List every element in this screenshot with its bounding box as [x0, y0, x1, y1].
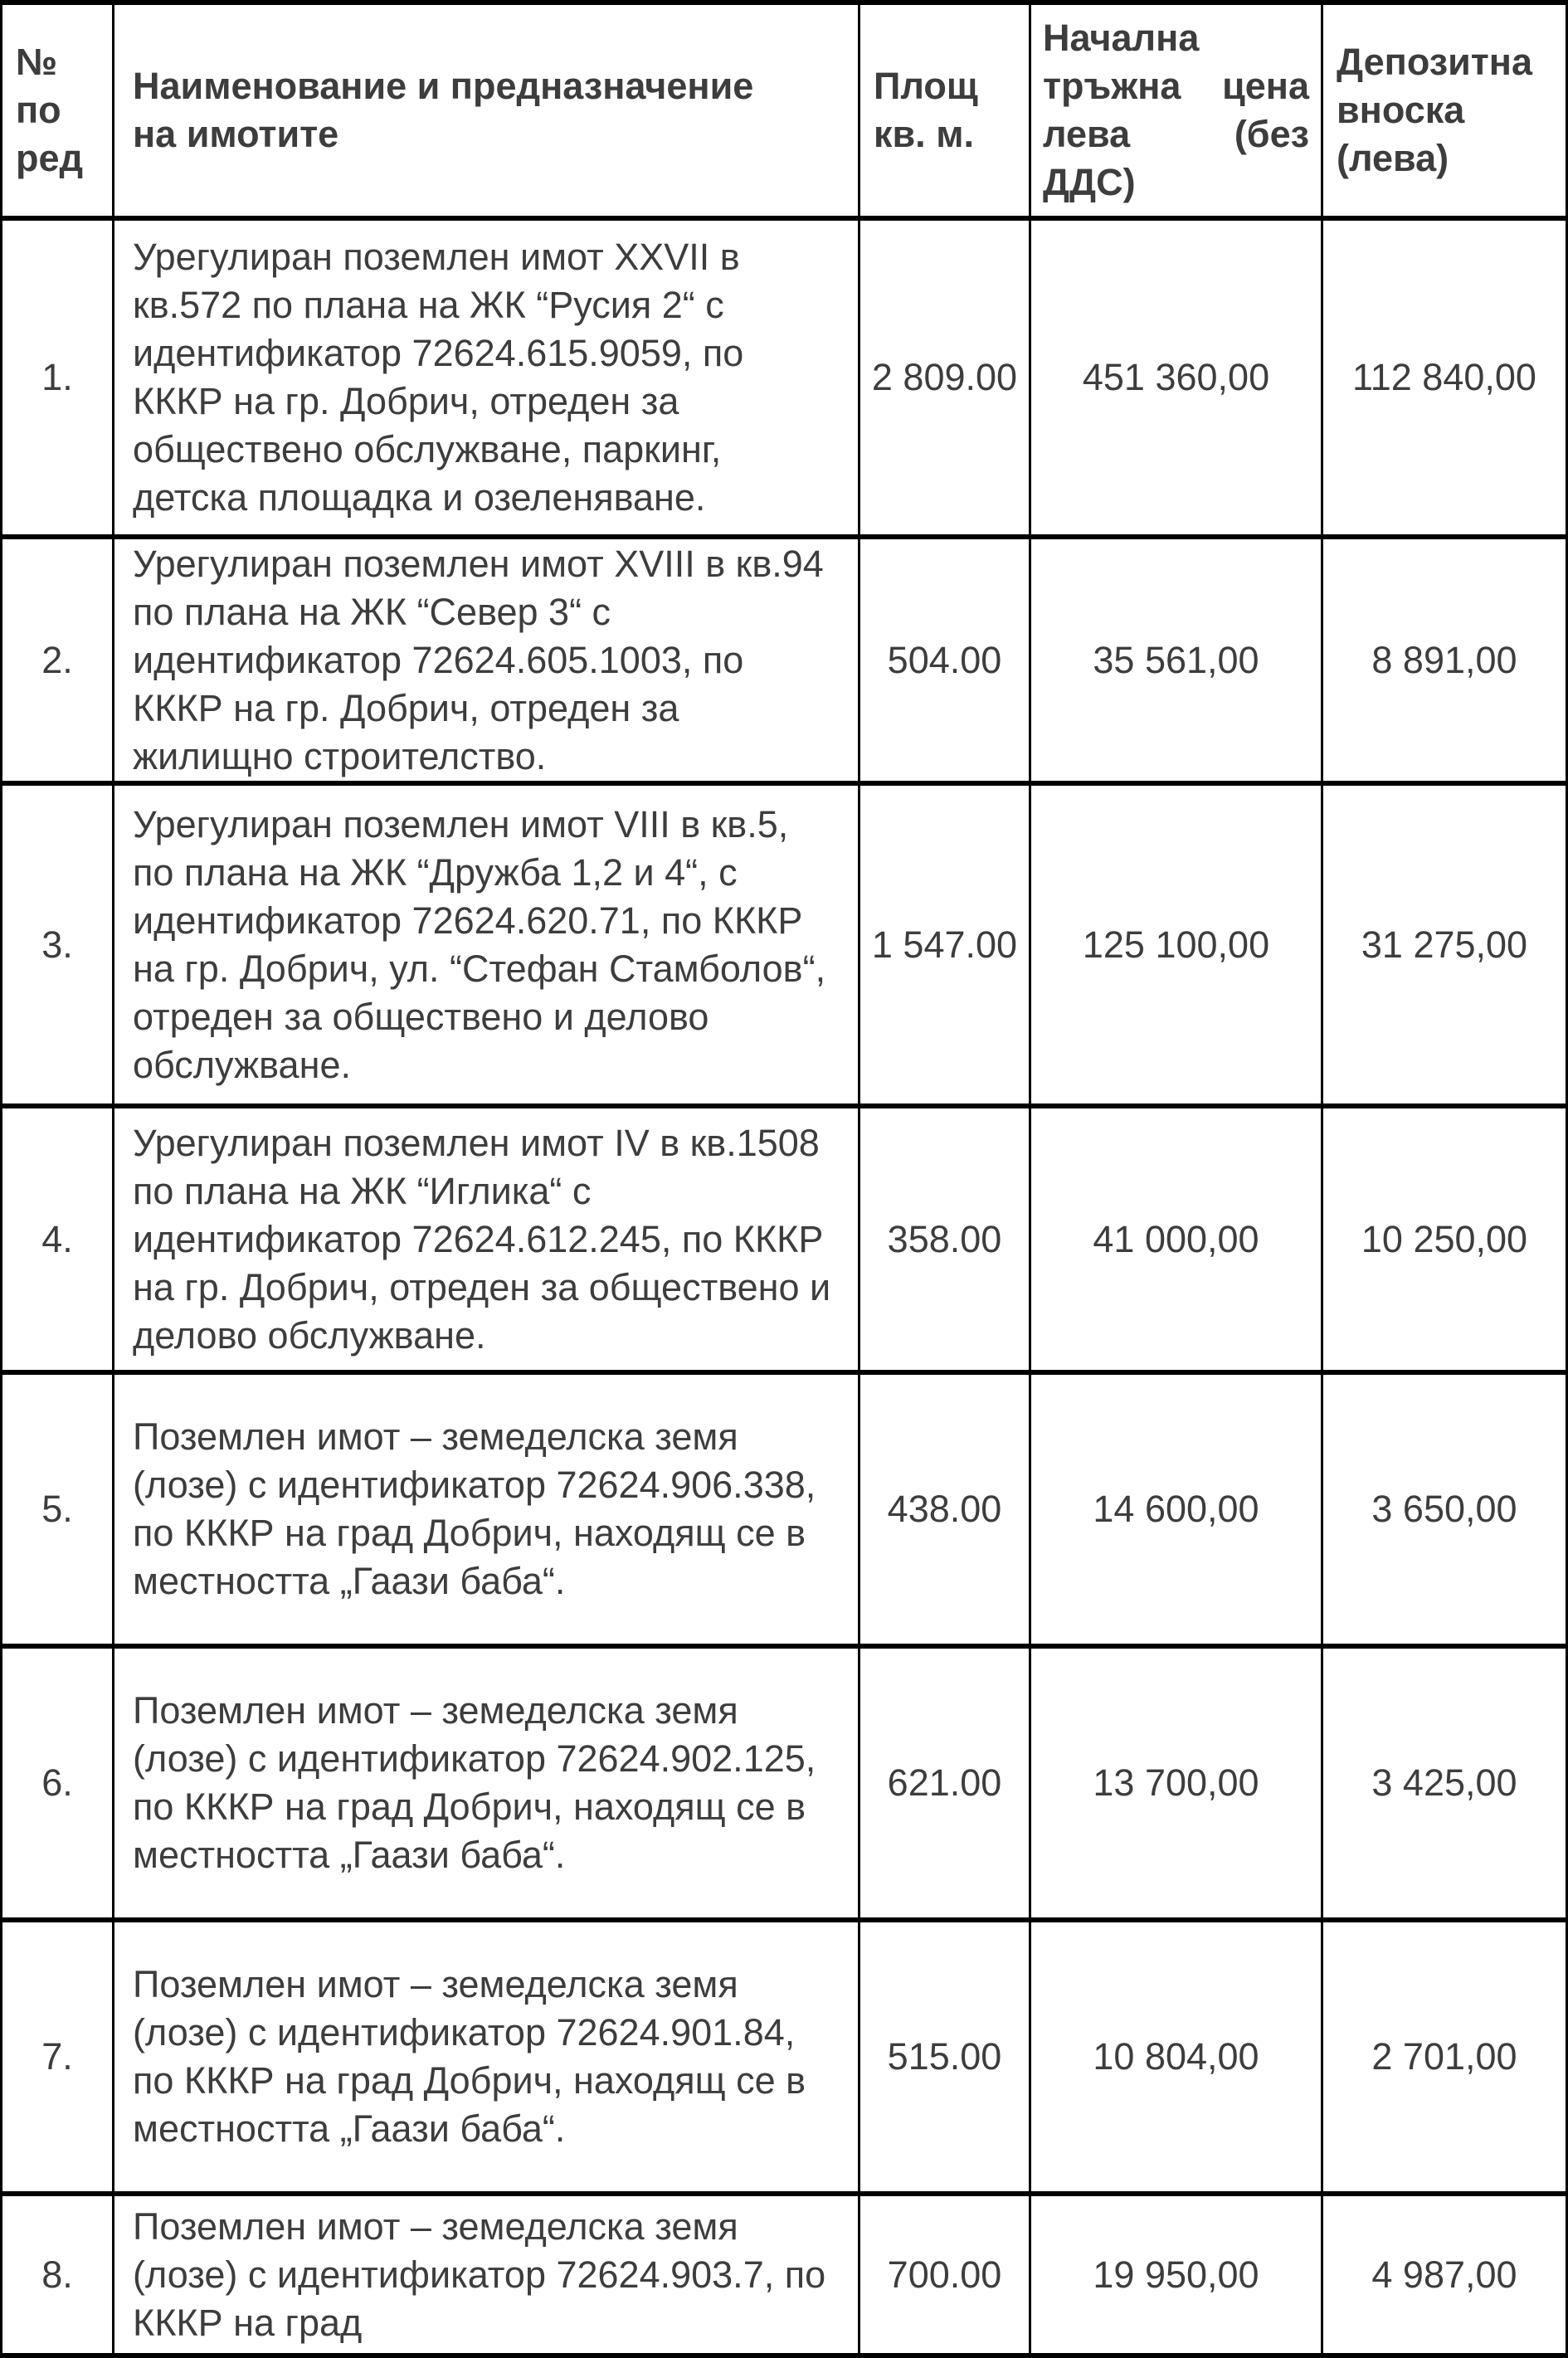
property-description-cell: Урегулиран поземлен имот VIII в кв.5, по плана на ЖК “Дружба 1,2 и 4“, с идентификатор 72624.620.71, по КККР на гр. Добрич, ул. “Стефан Стамболов“, отреден за обществено и делово обслужване. [114, 786, 860, 1108]
header-deposit [1323, 5, 1566, 221]
starting-price-cell: 41 000,00 [1031, 1108, 1323, 1375]
starting-price-cell: 19 950,00 [1031, 2196, 1323, 2353]
property-description-cell: Поземлен имот – земеделска земя (лозе) с идентификатор 72624.902.125, по КККР на град Добрич, находящ се в местността „Гаази баба“. [114, 1649, 860, 1922]
row-number-cell: 1. [2, 221, 114, 539]
area-cell: 1 547.00 [860, 786, 1031, 1108]
deposit-cell: 3 650,00 [1323, 1375, 1566, 1649]
deposit-cell: 10 250,00 [1323, 1108, 1566, 1375]
property-description-cell: Поземлен имот – земеделска земя (лозе) с идентификатор 72624.903.7, по КККР на град [114, 2196, 860, 2353]
deposit-cell: 4 987,00 [1323, 2196, 1566, 2353]
deposit-cell: 8 891,00 [1323, 539, 1566, 786]
property-description-cell: Поземлен имот – земеделска земя (лозе) с идентификатор 72624.901.84, по КККР на град Добрич, находящ се в местността „Гаази баба“. [114, 1922, 860, 2196]
header-property-name [114, 5, 860, 221]
row-number-cell: 2. [2, 539, 114, 786]
starting-price-cell: 451 360,00 [1031, 221, 1323, 539]
property-description-cell: Урегулиран поземлен имот IV в кв.1508 по плана на ЖК “Иглика“ с идентификатор 72624.612.245, по КККР на гр. Добрич, отреден за обществено и делово обслужване. [114, 1108, 860, 1375]
header-starting-price-label: Начална тръжна цена лева (без ДДС) [1043, 17, 1309, 203]
area-cell: 515.00 [860, 1922, 1031, 2196]
header-area-label: Площ кв. м. [874, 65, 978, 155]
row-number-cell: 4. [2, 1108, 114, 1375]
starting-price-cell: 14 600,00 [1031, 1375, 1323, 1649]
header-property-name-label: Наименование и предназначение на имотите [133, 65, 754, 155]
row-number-cell: 8. [2, 2196, 114, 2353]
header-row-number-label: № по ред [16, 41, 84, 179]
header-deposit-label: Депозитна вноска (лева) [1337, 41, 1532, 179]
property-description-cell: Урегулиран поземлен имот XXVII в кв.572 по плана на ЖК “Русия 2“ с идентификатор 72624.615.9059, по КККР на гр. Добрич, отреден за обществено обслужване, паркинг, детска площадка и озеленяване. [114, 221, 860, 539]
property-description-cell: Урегулиран поземлен имот XVIII в кв.94 по плана на ЖК “Север 3“ с идентификатор 72624.605.1003, по КККР на гр. Добрич, отреден за жилищно строителство. [114, 539, 860, 786]
deposit-cell: 31 275,00 [1323, 786, 1566, 1108]
starting-price-cell: 35 561,00 [1031, 539, 1323, 786]
deposit-cell: 112 840,00 [1323, 221, 1566, 539]
row-number-cell: 3. [2, 786, 114, 1108]
property-description-cell: Поземлен имот – земеделска земя (лозе) с идентификатор 72624.906.338, по КККР на град Добрич, находящ се в местността „Гаази баба“. [114, 1375, 860, 1649]
starting-price-cell: 125 100,00 [1031, 786, 1323, 1108]
area-cell: 621.00 [860, 1649, 1031, 1922]
header-row-number [2, 5, 114, 221]
starting-price-cell: 10 804,00 [1031, 1922, 1323, 2196]
area-cell: 504.00 [860, 539, 1031, 786]
area-cell: 2 809.00 [860, 221, 1031, 539]
deposit-cell: 3 425,00 [1323, 1649, 1566, 1922]
row-number-cell: 6. [2, 1649, 114, 1922]
area-cell: 358.00 [860, 1108, 1031, 1375]
area-cell: 438.00 [860, 1375, 1031, 1649]
header-starting-price [1031, 5, 1323, 221]
row-number-cell: 5. [2, 1375, 114, 1649]
deposit-cell: 2 701,00 [1323, 1922, 1566, 2196]
row-number-cell: 7. [2, 1922, 114, 2196]
area-cell: 700.00 [860, 2196, 1031, 2353]
starting-price-cell: 13 700,00 [1031, 1649, 1323, 1922]
header-area [860, 5, 1031, 221]
